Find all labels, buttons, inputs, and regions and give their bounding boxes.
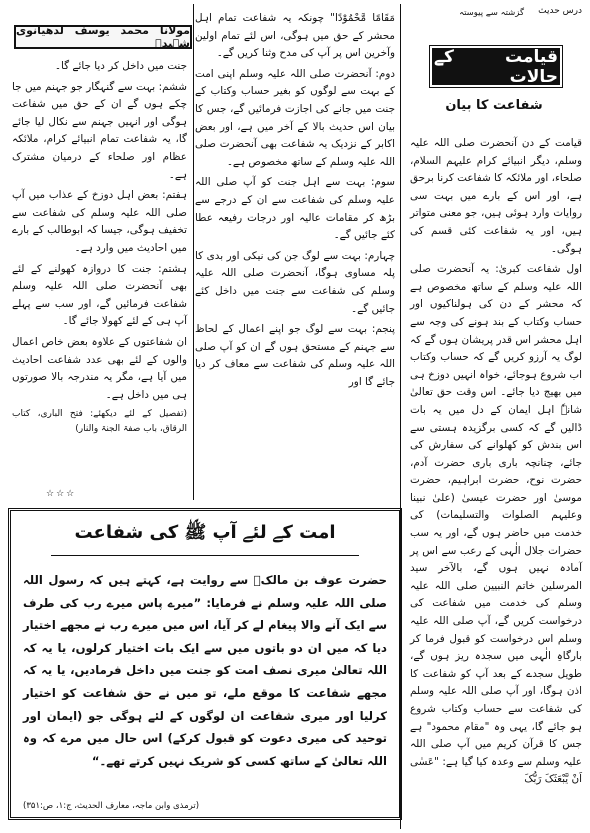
paragraph: سوم: بہت سے اہل جنت کو آپ صلی اللہ علیہ وسلم کی شفاعت سے ان کے درجے سے بڑھ کر مقامات عالیہ اور درجات رفیعہ عطا کئے جائیں گے۔: [195, 176, 395, 242]
continued-label: گزشتہ سے پیوستہ: [459, 8, 524, 18]
citation: (تفصیل کے لئے دیکھئے: فتح الباری، کتاب الرقاق، باب صفۃ الجنۃ والنار): [12, 409, 187, 435]
right-column: [404, 0, 586, 833]
article-body: حضرت عوف بن مالکؓ سے روایت ہے، کہتے ہیں کہ رسول اللہ صلی اللہ علیہ وسلم نے فرمایا: ”میرے پاس میرے رب کی طرف سے ایک آنے والا پیغام لے کر آیا، اس میں میرے رب نے مجھے اختیار دیا کہ میں ان دو باتوں میں سے ایک بات اختیار کرلوں، یا یہ کہ اللہ تعالیٰ میری نصف امت کو جنت میں داخل فرمادیں، یا یہ کہ مجھے شفاعت کا موقع ملے، تو میں نے حق شفاعت کو اختیار کرلیا اور میری شفاعت ان لوگوں کے لئے ہوگی جو (ایمان اور توحید کی میری دعوت کو قبول کرکے) اس حال میں مرے کہ وہ اللہ تعالیٰ کے ساتھ کسی کو شریک نہیں کرتے تھے۔“: [23, 573, 387, 768]
paragraph: چہارم: بہت سے لوگ جن کی نیکی اور بدی کا پلہ مساوی ہوگا، آنحضرت صلی اللہ علیہ وسلم کی شفاعت سے جنت میں داخل کئے جائیں گے۔: [195, 249, 395, 315]
section-label: درس حدیث: [538, 6, 582, 16]
paragraph: جنت میں داخل کر دیا جائے گا۔: [54, 60, 187, 72]
star-divider-icon: ☆☆☆: [46, 489, 77, 499]
middle-column: [195, 10, 395, 510]
right-column-text: [410, 135, 582, 789]
paragraph: ہفتم: بعض اہل دوزخ کے عذاب میں آپ صلی اللہ علیہ وسلم کی شفاعت سے تخفیف ہوگی، جیسا کہ ابوطالب کے بارے میں احادیث میں وارد ہے۔: [12, 189, 187, 254]
paragraph: مَقَامًا مَّحْمُوْدًا" چونکہ یہ شفاعت تمام اہل محشر کے حق میں ہوگی، اس لئے تمام اولین وآخرین اس پر آپ کی مدح وثنا کریں گے۔: [195, 12, 395, 60]
title-divider: [51, 555, 359, 556]
author-title: مولانا محمد یوسف لدھیانوی شہیدؒ: [16, 24, 190, 50]
article-title: امت کے لئے آپ ﷺ کی شفاعت: [74, 522, 336, 543]
column-divider: [193, 4, 194, 500]
paragraph: ہشتم: جنت کا دروازہ کھولنے کے لئے بھی آنحضرت صلی اللہ علیہ وسلم شفاعت فرمائیں گے، اور سب سے پہلے آپ ہی کے لئے کھولا جائے گا۔: [12, 262, 187, 328]
paragraph: پنجم: بہت سے لوگ جو اپنے اعمال کے لحاظ سے جہنم کے مستحق ہوں گے ان کو آپ صلی اللہ علیہ وسلم کی شفاعت سے معاف کر دیا جائے گا اور: [195, 323, 395, 388]
paragraph: قیامت کے دن آنحضرت صلی اللہ علیہ وسلم، دیگر انبیائے کرام علیہم السلام، صلحاء، اور ملائکہ کا شفاعت کرنا برحق ہے، اور اس کے بارے میں بہت سی روایات وارد ہوئی ہیں، جو معنی متواتر ہیں، اور یہ شفاعت کئی قسم کی ہوگی۔: [410, 137, 582, 255]
subheading: شفاعت کا بیان: [445, 98, 543, 113]
section-banner: قیامت کے حالات: [434, 47, 558, 87]
paragraph: ان شفاعتوں کے علاوہ بعض خاص اعمال والوں کے لئے بھی عدد شفاعت احادیث میں آیا ہے، مگر یہ مندرجہ بالا صورتوں ہی میں داخل ہے۔: [12, 335, 187, 401]
article-source: (ترمذی وابن ماجہ، معارف الحدیث، ج:۱، ص:۳۵۱): [23, 801, 200, 811]
paragraph: اول شفاعت کبریٰ: یہ آنحضرت صلی اللہ علیہ وسلم کے ساتھ مخصوص ہے کہ محشر کے دن کی ہولناکیوں اور حساب وکتاب کے بند ہونے کی وجہ سے اہل محشر اس قدر پریشان ہوں گے کہ لوگ یہ آرزو کریں گے کہ حساب وکتاب اب شروع ہوجائے، خواہ انہیں دوزخ ہی میں بھیج دیا جائے۔ اس وقت حق تعالیٰ شانہٗ اہل ایمان کے دل میں یہ بات ڈالیں گے کہ کسی برگزیدہ ہستی سے اس بندش کو کھلوانے کی سفارش کی جائے، چنانچہ باری باری حضرت آدم، حضرت نوح، حضرت ابراہیم، حضرت موسیٰ اور حضرت عیسیٰ (علیٰ نبینا وعلیہم الصلوات والتسلیمات) کی خدمت میں حاضر ہوں گے، اور یہ سب حضرات جلال الٰہی کے رعب سے اس پر آمادہ نہیں ہوں گے، بالآخر سید المرسلین خاتم النبیین صلی اللہ علیہ وسلم کی خدمت میں شفاعت کی درخواست کریں گے، آپ صلی اللہ علیہ وسلم اس درخواست کو قبول فرما کر بارگاہِ الٰہی میں سجدہ ریز ہوں گے، طویل سجدے کے بعد آپ کو شفاعت کا اذن ہوگا، اور آپ صلی اللہ علیہ وسلم کی شفاعت سے حساب وکتاب شروع ہو جائے گا، یہی وہ "مقام محمود" ہے جس کا قرآن کریم میں آپ صلی اللہ علیہ وسلم سے وعدہ کیا گیا ہے: "عَسٰی اَنْ یَّبْعَثَکَ رَبُّکَ: [410, 263, 582, 786]
left-column: [6, 0, 191, 500]
paragraph: ششم: بہت سے گنہگار جو جہنم میں جا چکے ہوں گے ان کے حق میں شفاعت ہوگی اور انہیں جہنم سے نکال لیا جائے گا، یہ شفاعت تمام انبیائے کرام، ملائکہ عظام اور صلحاء کے درمیان مشترک ہے۔: [12, 80, 187, 181]
left-column-text: [12, 58, 187, 437]
boxed-article: [8, 508, 402, 820]
paragraph: دوم: آنحضرت صلی اللہ علیہ وسلم اپنی امت کے بہت سے لوگوں کو بغیر حساب وکتاب کے جنت میں جانے کی اجازت فرمائیں گے، جس کا بیان اس حدیث بالا کے آخر میں ہے، اور بعض اکابر کے نزدیک یہ شفاعت بھی آنحضرت صلی اللہ علیہ وسلم کے ساتھ مخصوص ہے۔: [195, 67, 395, 168]
